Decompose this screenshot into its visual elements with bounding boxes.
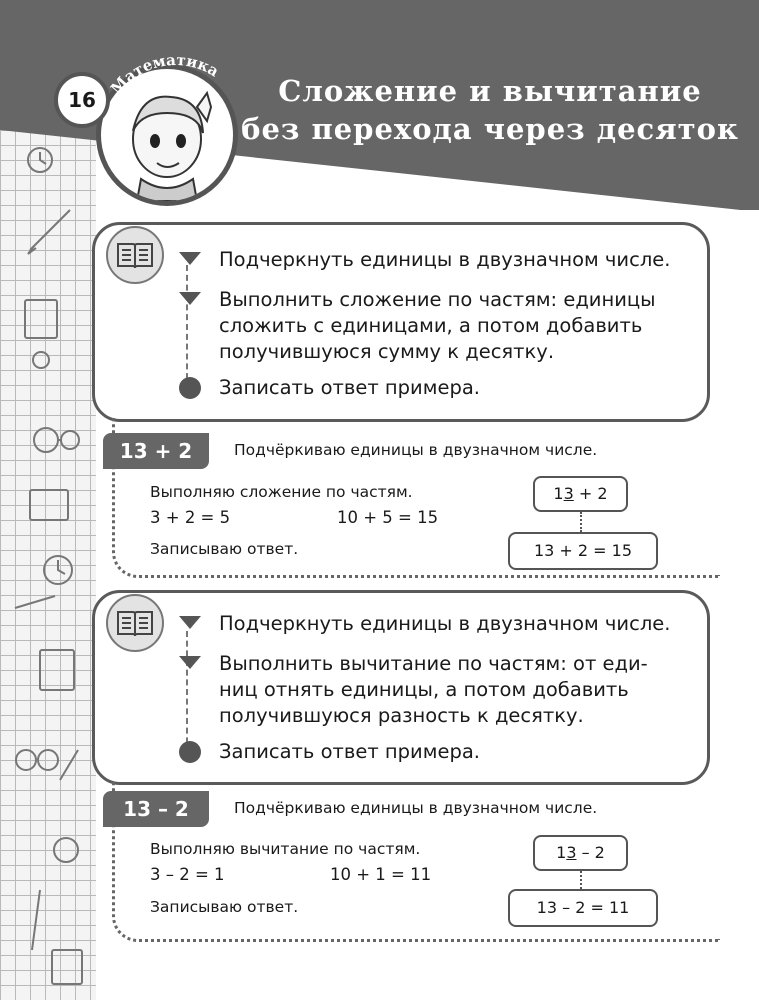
addition-example-label: 13 + 2 [103, 433, 209, 469]
subtraction-step-2: Выполнить вычитание по частям: от еди- [219, 651, 648, 677]
addition-step-2-line3: получившуюся сумму к десятку. [219, 340, 555, 363]
triangle-marker-icon [179, 252, 201, 265]
page-number: 16 [54, 72, 110, 128]
notebook-grid-strip [0, 130, 96, 1000]
addition-box-underlined: 13 + 2 [533, 476, 628, 512]
addition-step-1: Подчеркнуть единицы в двузначном числе. [219, 247, 671, 273]
svg-text:Математика [107, 51, 222, 98]
addition-step-3: Записать ответ примера. [219, 375, 480, 401]
subtraction-parts-note: Выполняю вычитание по частям. [150, 840, 421, 858]
triangle-marker-icon [179, 292, 201, 305]
steps-connector [186, 265, 188, 389]
triangle-marker-icon [179, 616, 201, 629]
addition-eq2: 10 + 5 = 15 [337, 508, 439, 527]
book-icon [106, 594, 164, 652]
box-connector [580, 512, 582, 532]
addition-eq1: 3 + 2 = 5 [150, 508, 231, 527]
subject-label: Математика [107, 50, 223, 98]
addition-step-2: Выполнить сложение по частям: единицы [219, 287, 656, 313]
addition-rule-card [92, 222, 710, 422]
subtraction-step-2-line3: получившуюся разность к десятку. [219, 704, 584, 727]
subject-arc-label [0, 0, 259, 200]
addition-answer-note: Записываю ответ. [150, 540, 299, 558]
subtraction-box-underlined: 13 – 2 [533, 835, 628, 871]
page-title-line2: без перехода через десяток [241, 112, 739, 146]
circle-marker-icon [179, 377, 201, 399]
subtraction-rule-card [92, 590, 710, 785]
subtraction-eq1: 3 – 2 = 1 [150, 865, 225, 884]
addition-step-2-line2: сложить с единицами, а потом добавить [219, 314, 643, 337]
addition-underline-note: Подчёркиваю единицы в двузначном числе. [234, 441, 598, 459]
school-doodles-icon [0, 130, 96, 1000]
subtraction-step-2-line2: ниц отнять единицы, а потом добавить [219, 678, 629, 701]
subtraction-step-3: Записать ответ примера. [219, 739, 480, 765]
subtraction-example-label: 13 – 2 [103, 791, 209, 827]
addition-box-answer: 13 + 2 = 15 [508, 532, 658, 570]
box-connector [580, 871, 582, 889]
book-icon [106, 226, 164, 284]
circle-marker-icon [179, 741, 201, 763]
subtraction-step-1: Подчеркнуть единицы в двузначном числе. [219, 611, 671, 637]
subtraction-underline-note: Подчёркиваю единицы в двузначном числе. [234, 799, 598, 817]
subtraction-eq2: 10 + 1 = 11 [330, 865, 432, 884]
steps-connector [186, 631, 188, 753]
triangle-marker-icon [179, 656, 201, 669]
subtraction-answer-note: Записываю ответ. [150, 898, 299, 916]
subtraction-box-answer: 13 – 2 = 11 [508, 889, 658, 927]
addition-parts-note: Выполняю сложение по частям. [150, 483, 413, 501]
page-title-line1: Сложение и вычитание [278, 74, 702, 108]
